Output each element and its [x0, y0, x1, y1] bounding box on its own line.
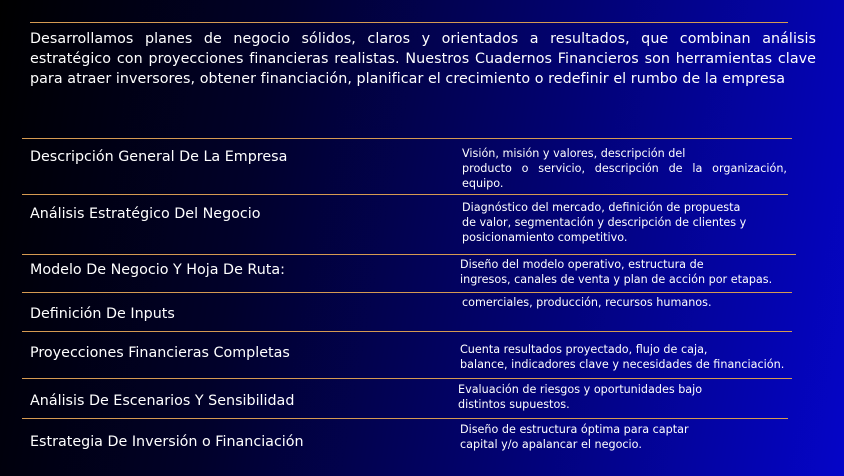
- row-description-investment-strategy: [460, 422, 760, 452]
- top-rule: [30, 22, 788, 23]
- row-description-company-overview: [462, 146, 787, 191]
- row-title-business-model: Modelo De Negocio Y Hoja De Ruta:: [30, 262, 285, 278]
- description-line: balance, indicadores clave y necesidades de financiación.: [460, 358, 785, 371]
- row-divider: [22, 254, 796, 255]
- row-title-strategic-analysis: Análisis Estratégico Del Negocio: [30, 206, 261, 222]
- description-line: Diseño del modelo operativo, estructura de: [460, 258, 704, 271]
- description-line: Diagnóstico del mercado, definición de propuesta: [462, 201, 741, 214]
- description-line: producto o servicio, descripción de la organización,: [462, 162, 787, 175]
- row-title-scenario-analysis: Análisis De Escenarios Y Sensibilidad: [30, 393, 295, 409]
- row-title-financial-projections: Proyecciones Financieras Completas: [30, 345, 290, 361]
- row-title-investment-strategy: Estrategia De Inversión o Financiación: [30, 434, 304, 450]
- row-divider: [22, 292, 792, 293]
- row-description-business-model: [460, 257, 790, 287]
- description-line: Diseño de estructura óptima para captar: [460, 423, 689, 436]
- description-line: equipo.: [462, 177, 504, 190]
- row-description-strategic-analysis: [462, 200, 762, 245]
- description-line: capital y/o apalancar el negocio.: [460, 438, 642, 451]
- description-line: de valor, segmentación y descripción de clientes y: [462, 216, 747, 229]
- description-line: ingresos, canales de venta y plan de acción por etapas.: [460, 273, 773, 286]
- row-description-inputs: [462, 295, 762, 310]
- row-title-inputs: Definición De Inputs: [30, 306, 175, 322]
- row-title-company-overview: Descripción General De La Empresa: [30, 149, 288, 165]
- row-divider: [22, 331, 792, 332]
- row-description-financial-projections: [460, 342, 790, 372]
- row-divider: [22, 138, 792, 139]
- row-divider: [22, 194, 788, 195]
- description-line: Visión, misión y valores, descripción del: [462, 147, 686, 160]
- description-line: Evaluación de riesgos y oportunidades bajo: [458, 383, 703, 396]
- row-description-scenario-analysis: [458, 382, 758, 412]
- description-line: Cuenta resultados proyectado, flujo de caja,: [460, 343, 708, 356]
- description-line: posicionamiento competitivo.: [462, 231, 628, 244]
- row-divider: [22, 378, 792, 379]
- row-divider: [22, 418, 788, 419]
- description-line: distintos supuestos.: [458, 398, 570, 411]
- intro-paragraph: Desarrollamos planes de negocio sólidos, claros y orientados a resultados, que combinan análisis estratégico con proyecciones financieras realistas. Nuestros Cuadernos Financieros son herramientas clave para atraer inversores, obtener financiación, planificar el crecimiento o redefinir el rumbo de la empresa: [30, 31, 816, 87]
- description-line: comerciales, producción, recursos humanos.: [462, 296, 712, 309]
